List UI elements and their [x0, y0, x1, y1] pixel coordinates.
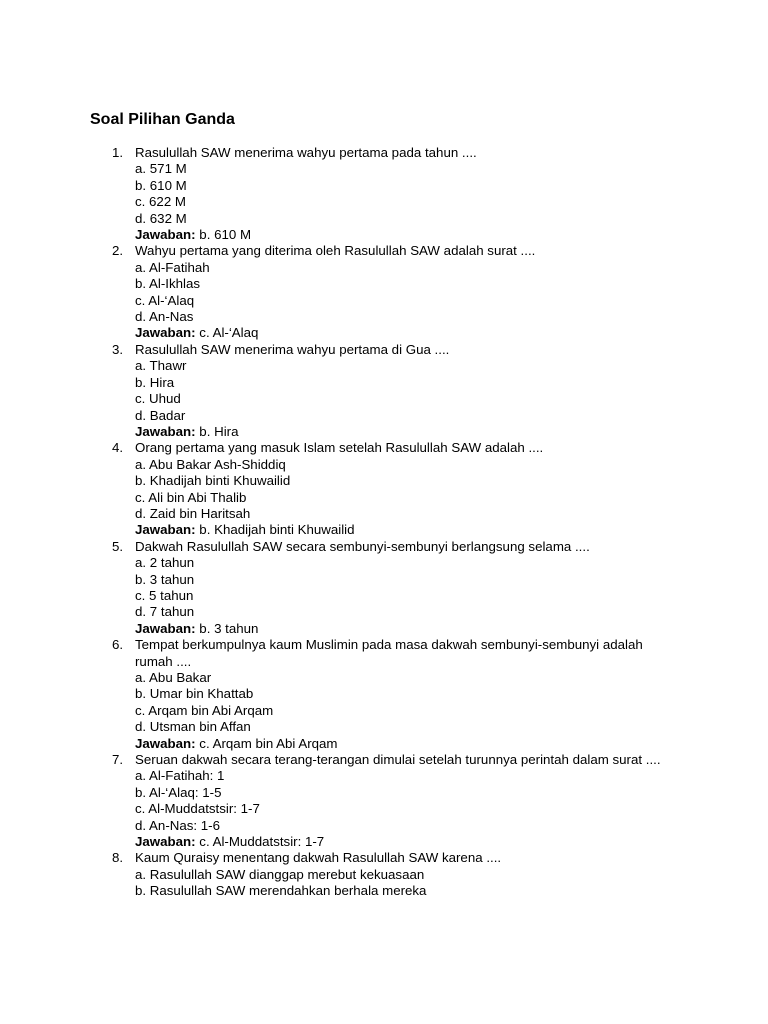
answer-key-value: b. 3 tahun [195, 620, 259, 636]
answer-key [135, 834, 675, 850]
answer-option: c. 5 tahun [135, 587, 194, 603]
answer-option: c. Al-Muddatstsir: 1-7 [135, 801, 260, 817]
answer-option: b. 3 tahun [135, 571, 195, 587]
answer-key-value: b. Khadijah binti Khuwailid [195, 522, 355, 538]
answer-key-value: b. 610 M [195, 227, 252, 243]
question-item [0, 243, 675, 341]
question-item [0, 342, 675, 440]
question-item [0, 440, 675, 538]
question-text: Kaum Quraisy menentang dakwah Rasulullah SAW karena .... [135, 850, 502, 866]
question-list [0, 145, 768, 900]
question-number: 4. [112, 440, 124, 456]
answer-key-value: c. Al-‘Alaq [195, 325, 259, 341]
answer-option: a. Al-Fatihah: 1 [135, 768, 225, 784]
answer-key [135, 424, 675, 440]
question-item [0, 637, 675, 752]
answer-key-label: Jawaban: [135, 325, 196, 341]
answer-key-value: b. Hira [195, 423, 239, 439]
answer-option: a. Abu Bakar Ash-Shiddiq [135, 456, 286, 472]
answer-option: d. 632 M [135, 210, 187, 226]
question-number: 1. [112, 145, 124, 160]
question-text: Rasulullah SAW menerima wahyu pertama pada tahun .... [135, 145, 477, 160]
answer-key [135, 621, 675, 637]
question-number: 5. [112, 538, 124, 554]
answer-option: b. Al-Ikhlas [135, 276, 201, 292]
answer-option: d. An-Nas: 1-6 [135, 817, 220, 833]
answer-option: d. An-Nas [135, 309, 194, 325]
answer-key-label: Jawaban: [135, 735, 196, 751]
question-number: 3. [112, 341, 124, 357]
answer-option: a. Thawr [135, 358, 187, 374]
answer-option: c. Uhud [135, 391, 181, 407]
question-text: Dakwah Rasulullah SAW secara sembunyi-sembunyi berlangsung selama .... [135, 538, 590, 554]
answer-option: a. 2 tahun [135, 555, 195, 571]
question-text: Tempat berkumpulnya kaum Muslimin pada masa dakwah sembunyi-sembunyi adalah rumah .... [135, 637, 643, 669]
answer-option: d. 7 tahun [135, 604, 195, 620]
answer-key-value: c. Al-Muddatstsir: 1-7 [195, 834, 325, 850]
answer-option: d. Badar [135, 407, 186, 423]
answer-option: c. Al-‘Alaq [135, 292, 195, 308]
answer-key-label: Jawaban: [135, 620, 196, 636]
answer-key [135, 736, 675, 752]
document-title: Soal Pilihan Ganda [90, 111, 235, 128]
answer-key [135, 227, 675, 243]
question-text: Wahyu pertama yang diterima oleh Rasulullah SAW adalah surat .... [135, 243, 536, 259]
answer-key-label: Jawaban: [135, 227, 196, 243]
answer-key-value: c. Arqam bin Abi Arqam [195, 735, 338, 751]
answer-key [135, 522, 675, 538]
question-number: 7. [112, 752, 124, 768]
answer-option: c. Arqam bin Abi Arqam [135, 702, 274, 718]
question-text: Rasulullah SAW menerima wahyu pertama di Gua .... [135, 341, 450, 357]
answer-option: b. Khadijah binti Khuwailid [135, 473, 291, 489]
answer-key-label: Jawaban: [135, 423, 196, 439]
question-number: 8. [112, 850, 124, 866]
question-number: 2. [112, 243, 124, 259]
answer-option: b. Hira [135, 374, 175, 390]
answer-key-label: Jawaban: [135, 522, 196, 538]
question-number: 6. [112, 637, 124, 653]
question-item [0, 850, 675, 899]
answer-key [135, 325, 675, 341]
answer-option: d. Zaid bin Haritsah [135, 505, 251, 521]
answer-option: d. Utsman bin Affan [135, 719, 251, 735]
question-text: Seruan dakwah secara terang-terangan dimulai setelah turunnya perintah dalam surat .... [135, 752, 661, 768]
question-item [0, 539, 675, 637]
answer-option: c. Ali bin Abi Thalib [135, 489, 247, 505]
question-item [0, 145, 675, 243]
answer-option: a. Al-Fatihah [135, 259, 210, 275]
answer-option: b. Rasulullah SAW merendahkan berhala mereka [135, 883, 427, 899]
answer-option: c. 622 M [135, 194, 186, 210]
answer-option: b. Umar bin Khattab [135, 686, 254, 702]
answer-option: a. Rasulullah SAW dianggap merebut kekuasaan [135, 866, 425, 882]
answer-option: b. Al-‘Alaq: 1-5 [135, 784, 222, 800]
question-item [0, 752, 675, 850]
answer-option: b. 610 M [135, 177, 187, 193]
answer-option: a. 571 M [135, 161, 187, 177]
question-text: Orang pertama yang masuk Islam setelah Rasulullah SAW adalah .... [135, 440, 544, 456]
answer-option: a. Abu Bakar [135, 670, 212, 685]
answer-key-label: Jawaban: [135, 834, 196, 850]
